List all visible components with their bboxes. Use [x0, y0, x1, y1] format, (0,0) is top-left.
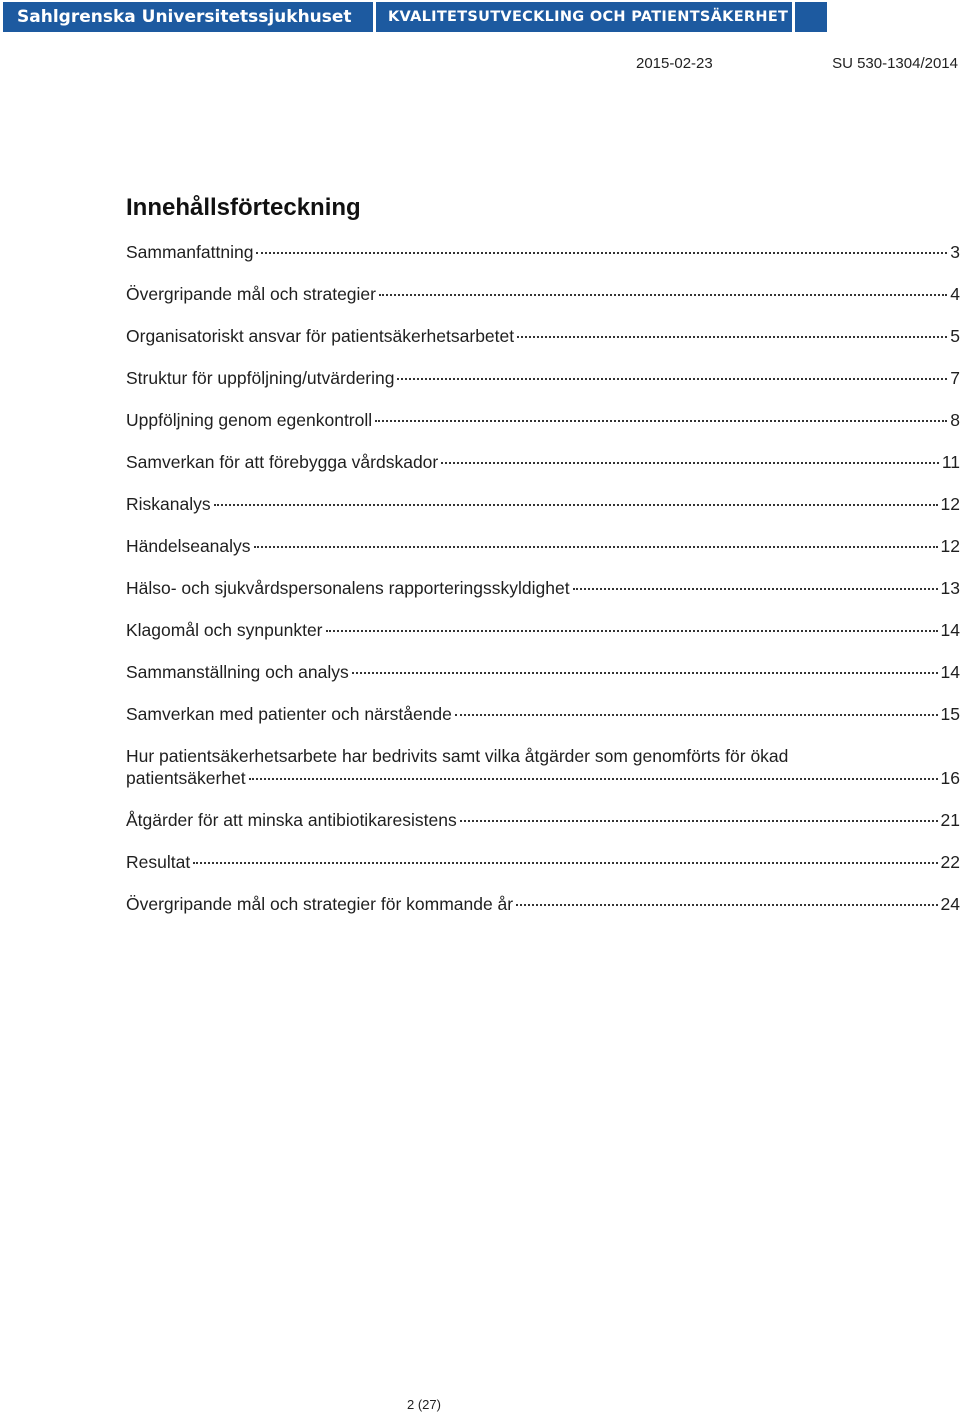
- toc-entry-organisatoriskt-ansvar[interactable]: [126, 325, 960, 347]
- toc-entry-page: 5: [950, 326, 960, 346]
- toc-entry-struktur-uppfoljning[interactable]: [126, 367, 960, 389]
- toc-entry-label: Övergripande mål och strategier: [126, 284, 376, 304]
- dot-leader: [352, 672, 938, 674]
- dot-leader: [249, 778, 938, 780]
- dot-leader: [193, 862, 937, 864]
- toc-entry-page: 15: [940, 704, 960, 724]
- dot-leader: [375, 420, 947, 422]
- toc-entry-sammanfattning[interactable]: [126, 241, 960, 263]
- toc-entry-overgripande-mal[interactable]: [126, 283, 960, 305]
- toc-entry-label: Resultat: [126, 852, 191, 872]
- toc-entry-page: 4: [950, 284, 960, 304]
- toc-entry-page: 12: [940, 536, 960, 556]
- toc-entry-handelseanalys[interactable]: [126, 535, 960, 557]
- toc-entry-patientsakerhetsarbete[interactable]: [126, 745, 960, 789]
- page-number: 2 (27): [407, 1397, 441, 1412]
- department-name: KVALITETSUTVECKLING OCH PATIENTSÄKERHET: [376, 2, 792, 32]
- toc-entry-page: 14: [940, 620, 960, 640]
- dot-leader: [326, 630, 938, 632]
- toc-entry-page: 8: [950, 410, 960, 430]
- dot-leader: [214, 504, 938, 506]
- dot-leader: [455, 714, 938, 716]
- toc-entry-label: Klagomål och synpunkter: [126, 620, 323, 640]
- toc-entry-label: Samverkan med patienter och närstående: [126, 704, 452, 724]
- toc-entry-resultat[interactable]: [126, 851, 960, 873]
- toc-entry-page: 3: [950, 242, 960, 262]
- toc-entry-egenkontroll[interactable]: [126, 409, 960, 431]
- header-banner: [0, 0, 960, 34]
- toc-entry-label: Hälso- och sjukvårdspersonalens rapporteringsskyldighet: [126, 578, 570, 598]
- dot-leader: [517, 336, 947, 338]
- toc-entry-label-line2: patientsäkerhet: [126, 768, 246, 788]
- toc-entry-page: 21: [940, 810, 960, 830]
- document-reference: SU 530-1304/2014: [832, 55, 958, 72]
- toc-entry-page: 24: [940, 894, 960, 914]
- dot-leader: [516, 904, 937, 906]
- toc-entry-label: Samverkan för att förebygga vårdskador: [126, 452, 439, 472]
- toc-entry-sammanstallning[interactable]: [126, 661, 960, 683]
- toc-title: Innehållsförteckning: [126, 194, 361, 221]
- toc-entry-kommande-ar[interactable]: [126, 893, 960, 915]
- toc-entry-rapporteringsskyldighet[interactable]: [126, 577, 960, 599]
- toc-entry-label: Övergripande mål och strategier för kommande år: [126, 894, 514, 914]
- document-date: 2015-02-23: [636, 55, 713, 72]
- toc-entry-label: Åtgärder för att minska antibiotikaresistens: [126, 810, 457, 830]
- toc-entry-samverkan-patienter[interactable]: [126, 703, 960, 725]
- toc-entry-label: Sammanställning och analys: [126, 662, 349, 682]
- dot-leader: [254, 546, 938, 548]
- dot-leader: [441, 462, 939, 464]
- organization-name: Sahlgrenska Universitetssjukhuset: [3, 2, 373, 32]
- toc-entry-label: Struktur för uppföljning/utvärdering: [126, 368, 395, 388]
- toc-entry-label: Uppföljning genom egenkontroll: [126, 410, 373, 430]
- toc-entry-page: 16: [940, 768, 960, 788]
- dot-leader: [256, 252, 947, 254]
- toc-entry-label: Sammanfattning: [126, 242, 254, 262]
- toc-entry-klagomal[interactable]: [126, 619, 960, 641]
- toc-entry-label: Händelseanalys: [126, 536, 251, 556]
- toc-entry-antibiotikaresistens[interactable]: [126, 809, 960, 831]
- toc-entry-page: 22: [940, 852, 960, 872]
- toc-entry-label: Riskanalys: [126, 494, 211, 514]
- dot-leader: [460, 820, 938, 822]
- toc-entry-page: 14: [940, 662, 960, 682]
- toc-entry-page: 13: [940, 578, 960, 598]
- toc-entry-page: 7: [950, 368, 960, 388]
- toc-entry-label: Organisatoriskt ansvar för patientsäkerhetsarbetet: [126, 326, 515, 346]
- toc-entry-riskanalys[interactable]: [126, 493, 960, 515]
- toc-entry-label-line1: Hur patientsäkerhetsarbete har bedrivits samt vilka åtgärder som genomförts för ökad: [126, 746, 789, 766]
- dot-leader: [379, 294, 947, 296]
- dot-leader: [397, 378, 947, 380]
- toc-entry-page: 11: [941, 452, 960, 472]
- dot-leader: [573, 588, 938, 590]
- table-of-contents: [126, 241, 960, 935]
- toc-entry-page: 12: [940, 494, 960, 514]
- banner-end-block: [795, 2, 827, 32]
- toc-entry-samverkan-vardskador[interactable]: [126, 451, 960, 473]
